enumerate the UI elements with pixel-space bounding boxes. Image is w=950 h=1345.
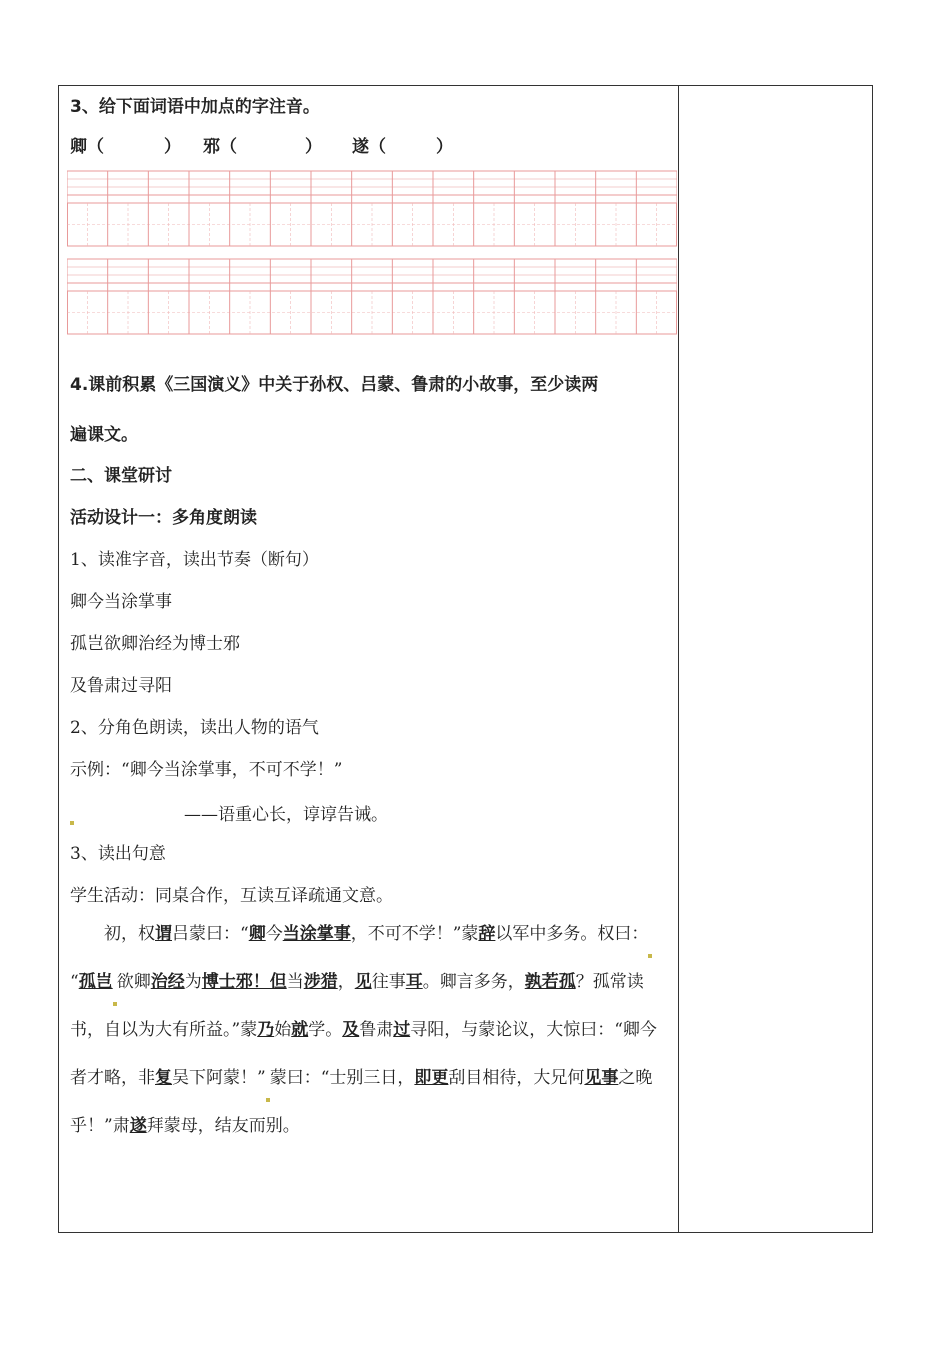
q4-line1: 4.课前积累《三国演义》中关于孙权、吕蒙、鲁肃的小故事，至少读两 bbox=[70, 375, 599, 395]
pinyin-grid-2 bbox=[67, 258, 677, 335]
passage-text: ， bbox=[337, 972, 355, 992]
dot-mark bbox=[113, 1002, 117, 1006]
example-note-row bbox=[70, 800, 388, 825]
annotated-word: 卿 bbox=[248, 924, 266, 944]
section-heading: 二、课堂研讨 bbox=[70, 466, 172, 486]
student-activity: 学生活动：同桌合作，互读互译疏通文意。 bbox=[70, 886, 393, 906]
passage-text: 以军中多务。权曰： bbox=[495, 924, 649, 944]
example-note: ——语重心长，谆谆告诫。 bbox=[184, 805, 388, 825]
passage-text: 往事 bbox=[371, 972, 406, 992]
annotated-word: 辞 bbox=[478, 924, 496, 944]
annotated-word: 遂 bbox=[129, 1116, 147, 1136]
passage-text: “ bbox=[70, 972, 79, 992]
passage-text: 蒙曰：“士别三日， bbox=[269, 1068, 415, 1088]
column-divider bbox=[678, 85, 679, 1233]
sentence-1: 卿今当涂掌事 bbox=[70, 592, 172, 612]
passage-text: 吕蒙曰：“ bbox=[172, 924, 249, 944]
dot-mark bbox=[648, 954, 652, 958]
annotated-word: 孤岂 bbox=[78, 972, 113, 992]
q4-line2: 遍课文。 bbox=[70, 425, 138, 445]
annotated-word: 谓 bbox=[155, 924, 172, 944]
sentence-3: 及鲁肃过寻阳 bbox=[70, 676, 172, 696]
passage-text: 今 bbox=[265, 924, 283, 944]
classical-passage bbox=[70, 910, 670, 1150]
passage-text: 鲁肃 bbox=[359, 1020, 394, 1040]
annotated-word: 耳 bbox=[405, 972, 423, 992]
passage-text: ，不可不学！”蒙 bbox=[350, 924, 479, 944]
pinyin-grid-1 bbox=[67, 170, 677, 247]
passage-text: 欲卿 bbox=[116, 972, 151, 992]
sentence-2: 孤岂欲卿治经为博士邪 bbox=[70, 634, 240, 654]
annotated-word: 乃 bbox=[257, 1020, 275, 1040]
passage-text: 初，权 bbox=[104, 924, 155, 944]
passage-text: 拜蒙母，结友而别。 bbox=[146, 1116, 300, 1136]
annotated-word: 博士邪！但 bbox=[201, 972, 287, 992]
passage-text: ？孤常读书，自以为大有所益。”蒙 bbox=[70, 972, 644, 1040]
annotated-word: 见事 bbox=[584, 1068, 619, 1088]
passage-text: 学。 bbox=[308, 1020, 343, 1040]
step2: 2、分角色朗读，读出人物的语气 bbox=[70, 718, 319, 738]
passage-text: 。卿言多务， bbox=[422, 972, 525, 992]
annotated-word: 及 bbox=[342, 1020, 360, 1040]
annotated-word: 涉猎 bbox=[303, 972, 338, 992]
q3-title: 3、给下面词语中加点的字注音。 bbox=[70, 97, 320, 117]
annotated-word: 当涂掌事 bbox=[282, 924, 351, 944]
dot-mark bbox=[266, 1098, 270, 1102]
passage-text: 之晚乎！”肃 bbox=[70, 1068, 653, 1136]
annotated-word: 孰若孤 bbox=[524, 972, 576, 992]
passage-text: 刮目相待，大兄何 bbox=[448, 1068, 585, 1088]
q3-items: 卿（ ） 邪（ ） 遂（ ） bbox=[70, 137, 453, 157]
dot-mark bbox=[70, 821, 74, 825]
annotated-word: 治经 bbox=[150, 972, 185, 992]
passage-text: 当 bbox=[286, 972, 304, 992]
example: 示例：“卿今当涂掌事，不可不学！” bbox=[70, 760, 343, 780]
passage-text: 寻阳，与蒙论议，大惊曰：“卿今者才略，非 bbox=[70, 1020, 657, 1088]
passage-text: 为 bbox=[184, 972, 202, 992]
passage-text: 吴下阿蒙！” bbox=[172, 1068, 266, 1088]
annotated-word: 过 bbox=[393, 1020, 411, 1040]
step3: 3、读出句意 bbox=[70, 844, 166, 864]
annotated-word: 即更 bbox=[414, 1068, 449, 1088]
activity-title: 活动设计一：多角度朗读 bbox=[70, 508, 257, 528]
annotated-word: 就 bbox=[291, 1020, 309, 1040]
passage-text: 始 bbox=[274, 1020, 292, 1040]
step1: 1、读准字音，读出节奏（断句） bbox=[70, 550, 319, 570]
annotated-word: 复 bbox=[155, 1068, 172, 1088]
annotated-word: 见 bbox=[354, 972, 372, 992]
